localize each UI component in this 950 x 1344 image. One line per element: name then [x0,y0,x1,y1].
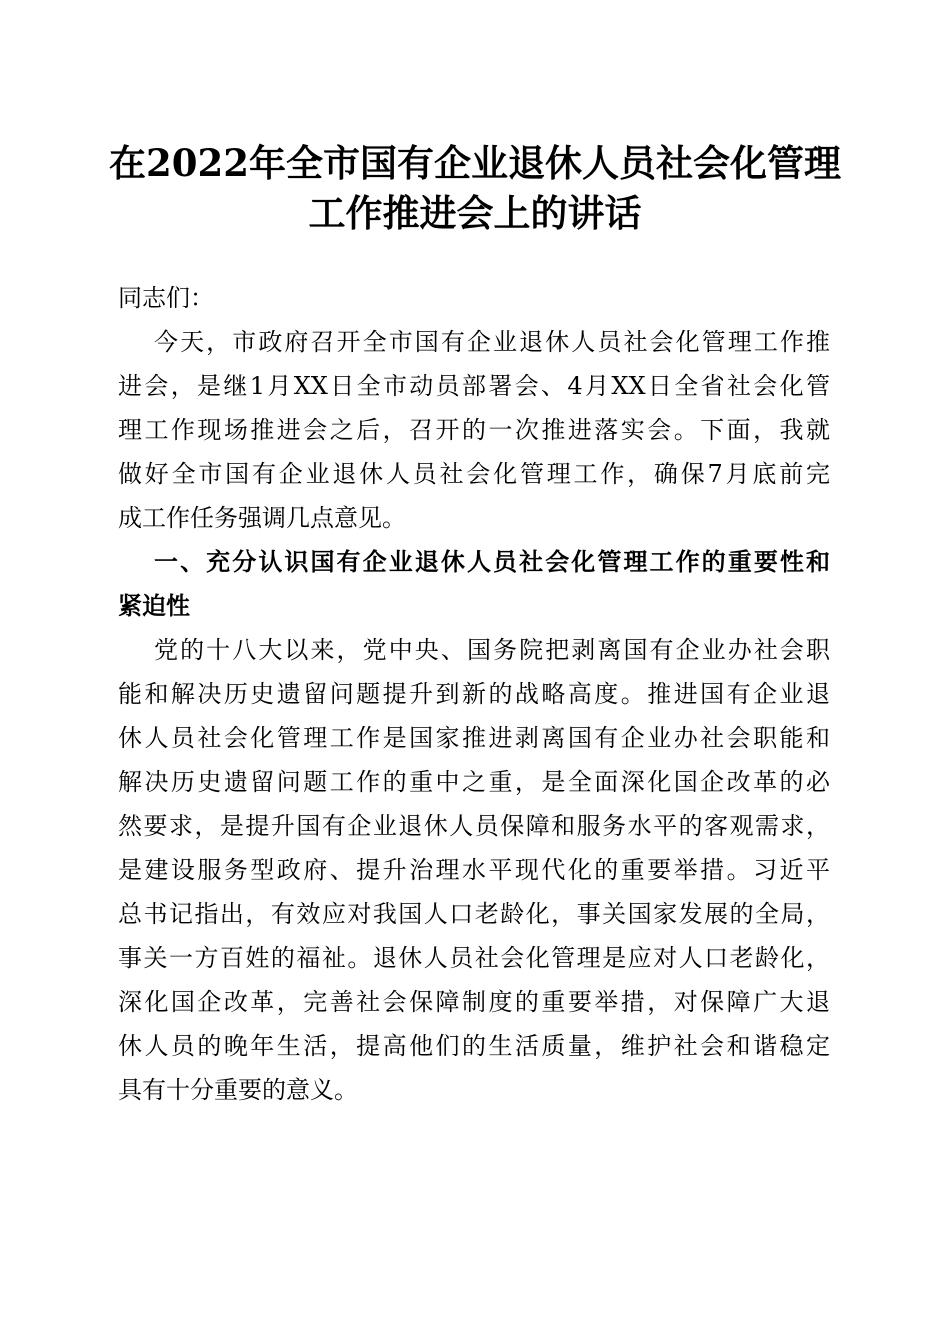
title-line-2: 工作推进会上的讲话 [308,191,642,235]
document-title [60,138,890,238]
heading-line: 紧迫性 [118,592,190,620]
paragraph-line: 休人员社会化管理工作是国家推进剥离国有企业办社会职能和 [118,724,830,752]
paragraph-intro [118,320,830,540]
paragraph-line: 然要求，是提升国有企业退休人员保障和服务水平的客观需求， [118,812,830,840]
paragraph-line: 今天，市政府召开全市国有企业退休人员社会化管理工作推 [154,328,830,356]
paragraph-line: 深化国企改革，完善社会保障制度的重要举措，对保障广大退 [118,988,830,1016]
paragraph-section-1 [118,628,830,1112]
paragraph-line: 具有十分重要的意义。 [118,1076,358,1104]
paragraph-line: 是建设服务型政府、提升治理水平现代化的重要举措。习近平 [118,856,830,884]
paragraph-line: 理工作现场推进会之后，召开的一次推进落实会。下面，我就 [118,416,830,444]
salutation: 同志们： [118,284,214,312]
section-heading-1 [118,540,830,628]
paragraph-line: 休人员的晚年生活，提高他们的生活质量，维护社会和谐稳定 [118,1032,830,1060]
paragraph-line: 解决历史遗留问题工作的重中之重，是全面深化国企改革的必 [118,768,830,796]
document-body [118,276,830,1112]
paragraph-line: 进会，是继1月XX日全市动员部署会、4月XX日全省社会化管 [118,372,830,400]
paragraph-line: 党的十八大以来，党中央、国务院把剥离国有企业办社会职 [154,636,830,664]
paragraph-line: 事关一方百姓的福祉。退休人员社会化管理是应对人口老龄化， [118,944,830,972]
title-line-1: 在2022年全市国有企业退休人员社会化管理 [109,141,841,185]
paragraph-line: 能和解决历史遗留问题提升到新的战略高度。推进国有企业退 [118,680,830,708]
paragraph-line: 成工作任务强调几点意见。 [118,504,406,532]
paragraph-line: 总书记指出，有效应对我国人口老龄化，事关国家发展的全局， [118,900,830,928]
heading-line: 一、充分认识国有企业退休人员社会化管理工作的重要性和 [154,548,830,576]
paragraph-line: 做好全市国有企业退休人员社会化管理工作，确保7月底前完 [118,460,830,488]
